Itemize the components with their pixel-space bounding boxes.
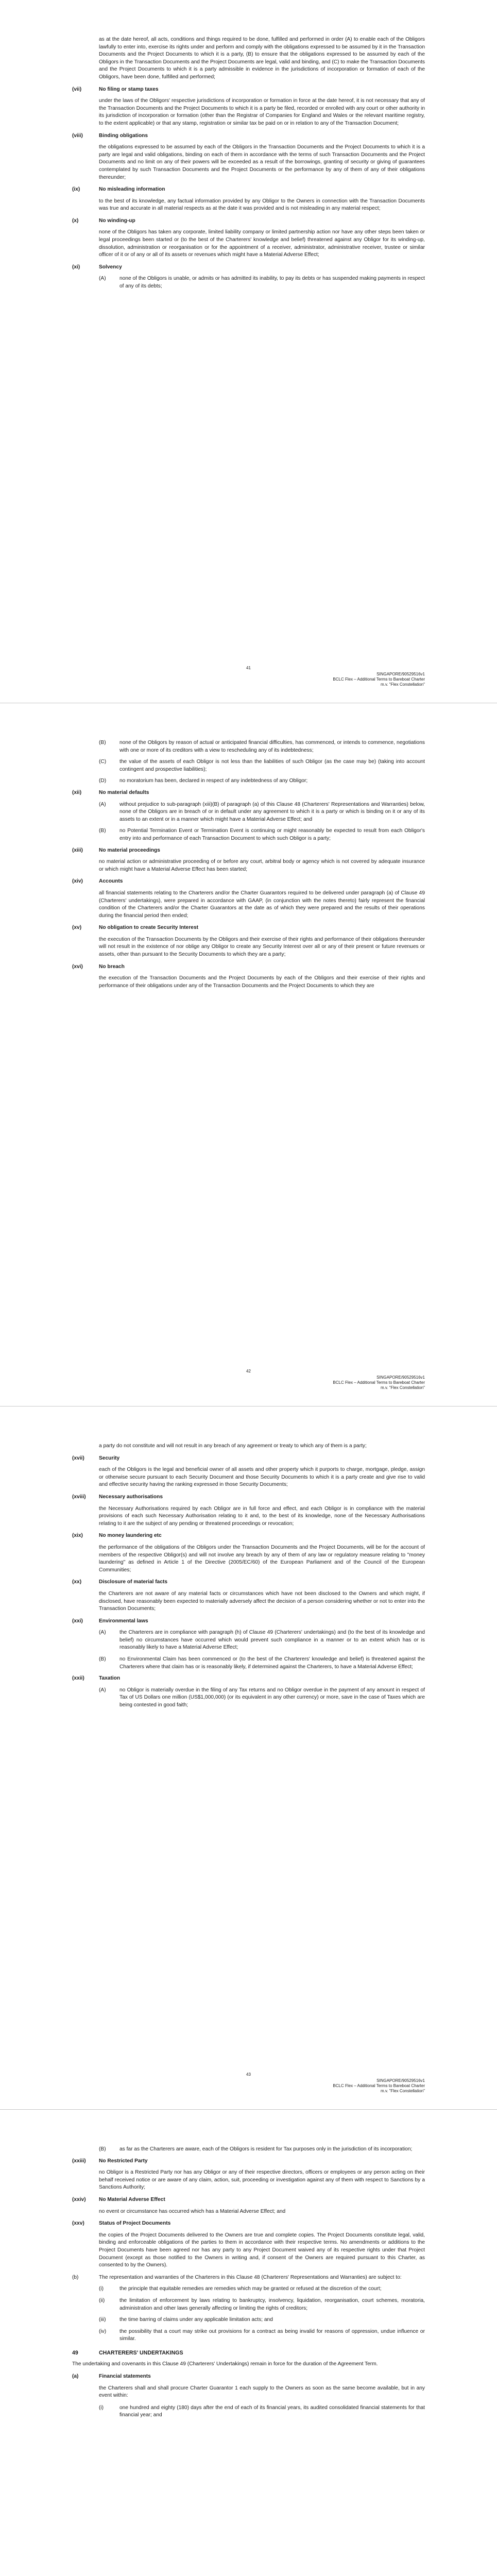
sub-clause: (A) no Obligor is materially overdue in the filing of any Tax returns and no Obligor overdue in the payment of any amount in respect of Tax of US Dollars one million (US$1,000,000) (or its equivalent in any other currency) or more, save in the case of Taxes which are being contested in good faith;: [99, 1687, 425, 1708]
sub-clause: (A) none of the Obligors is unable, or admits or has admitted its inability, to pay its debts or has suspended making payments in respect of any of its debts;: [99, 276, 425, 290]
paragraph: The undertaking and covenants in this Clause 49 (Charterers' Undertakings) remain in force for the duration of the Agreement Term.: [72, 2361, 378, 2367]
paragraph: no material action or administrative proceeding of or before any court, arbitral body or agency which is not covered by adequate insurance or which might have a Material Adverse Effect has been started;: [99, 859, 425, 872]
sub-clause: (B) none of the Obligors by reason of actual or anticipated financial difficulties, has commenced, or intends to commence, negotiations with one or more of its creditors with a view to rescheduling any of its indebtedness;: [99, 740, 425, 753]
clause-heading: (xiii) No material proceedings: [72, 847, 160, 853]
clause-heading: (x) No winding-up: [72, 217, 135, 224]
clause-heading: (xix) No money laundering etc: [72, 1533, 162, 1539]
clause-paragraph: (b) The representation and warranties of the Charterers in this Clause 48 (Charterers' Representations and Warranties) are subject to:: [72, 2274, 402, 2280]
document-page: [0, 1406, 497, 2110]
paragraph: none of the Obligors has taken any corporate, limited liability company or limited partnership action nor have any other steps been taken or legal proceedings been started or (to the best of the Charterers' knowledge and belief) threatened against any Obligor for its winding-up, dissolution, administration or reorganisation or for the appointment of a receiver, administrator, administrative receiver, trustee or similar officer of it or of any or all of its assets or revenues which might have a Material Adverse Effect;: [99, 229, 425, 258]
sub-clause: (A) the Charterers are in compliance with paragraph (h) of Clause 49 (Charterers' undertakings) and (to the best of its knowledge and belief) no circumstances have occurred which would prevent such compliance in a manner or to an extent which has or is reasonably likely to have a Material Adverse Effect;: [99, 1630, 425, 1651]
clause-heading: (xxiv) No Material Adverse Effect: [72, 2196, 165, 2202]
clause-heading: (xviii) Necessary authorisations: [72, 1494, 163, 1500]
sub-clause: (iii) the time barring of claims under any applicable limitation acts; and: [99, 2317, 273, 2323]
paragraph: no Obligor is a Restricted Party nor has any Obligor or any of their respective directors, officers or employees or any person acting on their behalf received notice or are aware of any claim, action, suit, proceeding or investigation against any of them with respect to Sanctions by a Sanctions Authority;: [99, 2170, 425, 2191]
clause-heading: (xv) No obligation to create Security Interest: [72, 925, 199, 931]
page-footer: [72, 1369, 425, 1391]
paragraph: the Charterers are not aware of any material facts or circumstances which have not been disclosed to the Owners and which might, if disclosed, have reasonably been expected to materially adversely affect the decision of a person considering whether or not to enter into the Transaction Documents;: [99, 1590, 425, 1612]
paragraph: the obligations expressed to be assumed by each of the Obligors in the Transaction Documents and the Project Documents to which it is a party are legal and valid obligations, binding on each of them in accordance with the terms of such Transaction Documents and the Project Documents and no limit on any of their powers will be exceeded as a result of the borrowings, granting of security or giving of guarantees contemplated by such Transaction Documents and the Project Documents or the performance by any of them of any of their obligations thereunder;: [99, 144, 425, 180]
paragraph: the performance of the obligations of the Obligors under the Transaction Documents and the Project Documents, will be for the account of members of the respective Obligor(s) and will not involve any breach by any of them of any law or regulatory measure relating to "money laundering" as defined in Article 1 of the Directive (2005/EC/60) of the European Parliament and of the Council of the European Communities;: [99, 1544, 425, 1573]
sub-clause: (D) no moratorium has been, declared in respect of any indebtedness of any Obligor;: [99, 778, 308, 784]
paragraph: under the laws of the Obligors' respective jurisdictions of incorporation or formation in force at the date hereof, it is not necessary that any of the Transaction Documents and the Project Documents to which it is a party be filed, recorded or enrolled with any court or other authority in its jurisdiction of incorporation or formation (other than the Registrar of Companies for England and Wales or the relevant maritime registry, to the extent applicable) or that any stamp, registration or similar tax be paid on or in relation to any of the Transaction Document;: [99, 98, 425, 126]
document-reference: SINGAPORE/90529516v1 BCLC Flex – Additional Terms to Bareboat Charter m.v. "Flex Constellation": [333, 2078, 425, 2093]
page-number: 42: [246, 1369, 251, 1374]
document-reference: SINGAPORE/90529516v1 BCLC Flex – Additional Terms to Bareboat Charter m.v. "Flex Constellation": [333, 1375, 425, 1390]
clause-heading: (xxii) Taxation: [72, 1675, 121, 1682]
sub-clause: (A) without prejudice to sub-paragraph (xiii)(B) of paragraph (a) of this Clause 48 (Charterers' Representations and Warranties) below, none of the Obligors are in breach of or in default under any agreement to which it is a party or which is binding on it or any of its assets to an extent or in a manner which might have a Material Adverse Effect; and: [99, 801, 425, 822]
clause-heading: (xx) Disclosure of material facts: [72, 1579, 168, 1585]
paragraph: as at the date hereof, all acts, conditions and things required to be done, fulfilled and performed in order (A) to enable each of the Obligors lawfully to enter into, exercise its rights under and perform and comply with the obligations expressed to be assumed by it in the Transaction Documents and the Project Documents to which it is a party, (B) to ensure that the obligations expressed to be assumed by each of the Obligors in the Transaction Documents and the Project Documents are legal, valid and binding, and (C) to make the Transaction Documents and the Project Documents to which it is a party admissible in evidence in the jurisdictions of incorporation or formation of each of the Obligors, have been done, fulfilled and performed;: [99, 37, 425, 80]
sub-clause: (i) the principle that equitable remedies are remedies which may be granted or refused at the discretion of the court;: [99, 2286, 382, 2292]
sub-clause: (ii) the limitation of enforcement by laws relating to bankruptcy, insolvency, liquidation, reorganisation, court schemes, moratoria, administration and other laws generally affecting or limiting the rights of creditors;: [99, 2297, 425, 2311]
paragraph: no event or circumstance has occurred which has a Material Adverse Effect; and: [99, 2208, 286, 2214]
chapter-heading: 49 CHARTERERS' UNDERTAKINGS: [72, 2349, 183, 2356]
page-footer: [72, 666, 425, 687]
document-reference: SINGAPORE/90529516v1 BCLC Flex – Additional Terms to Bareboat Charter m.v. "Flex Constellation": [333, 672, 425, 687]
paragraph: the Charterers shall and shall procure Charter Guarantor 1 each supply to the Owners as soon as the same become available, but in any event within:: [99, 2385, 425, 2399]
document-page: [0, 0, 497, 703]
clause-heading: (xvii) Security: [72, 1455, 120, 1461]
clause-heading: (viii) Binding obligations: [72, 132, 148, 139]
paragraph: the Necessary Authorisations required by each Obligor are in full force and effect, and each Obligor is in compliance with the material provisions of each such Necessary Authorisation relating to it and, to the best of its knowledge, none of the Necessary Authorisations relating to it are the subject of any pending or threatened proceedings or revocation;: [99, 1505, 425, 1527]
clause-heading: (ix) No misleading information: [72, 187, 165, 193]
sub-clause: (i) one hundred and eighty (180) days after the end of each of its financial years, its audited consolidated financial statements for that financial year; and: [99, 2404, 425, 2418]
sub-clause: (B) no Potential Termination Event or Termination Event is continuing or might reasonably be expected to result from each Obligor's entry into and performance of each Transaction Document to which such Obligor is a party;: [99, 828, 425, 841]
sub-clause: (B) no Environmental Claim has been commenced or (to the best of the Charterers' knowledge and belief) is threatened against the Charterers where that claim has or is reasonably likely, if determined against the Charterers, to have a Material Adverse Effect;: [99, 1656, 425, 1670]
clause-heading: (a) Financial statements: [72, 2374, 151, 2380]
page-number: 43: [246, 2072, 251, 2077]
paragraph: to the best of its knowledge, any factual information provided by any Obligor to the Owners in connection with the Transaction Documents was true and accurate in all material respects as at the date it was provided and is not misleading in any material respect;: [99, 198, 425, 212]
clause-heading: (xxv) Status of Project Documents: [72, 2221, 171, 2227]
paragraph: a party do not constitute and will not result in any breach of any agreement or treaty to which any of them is a party;: [99, 1443, 367, 1449]
sub-clause: (C) the value of the assets of each Obligor is not less than the liabilities of such Obligor (as the case may be) (taking into account contingent and prospective liabilities);: [99, 759, 425, 772]
paragraph: each of the Obligors is the legal and beneficial owner of all assets and other property which it purports to charge, mortgage, pledge, assign or otherwise secure pursuant to each Security Document and those Security Documents to which it is a party create and give rise to valid and effective security having the ranking expressed in those Security Documents;: [99, 1467, 425, 1488]
clause-heading: (xvi) No breach: [72, 963, 125, 970]
clause-heading: (xxi) Environmental laws: [72, 1618, 148, 1624]
sub-clause: (B) as far as the Charterers are aware, each of the Obligors is resident for Tax purposes only in the jurisdiction of its incorporation;: [99, 2146, 413, 2152]
document-page: [0, 703, 497, 1406]
sub-clause: (iv) the possibility that a court may strike out provisions for a contract as being invalid for reasons of oppression, undue influence or similar.: [99, 2328, 425, 2342]
document-page: [0, 2110, 497, 2576]
page-footer: [72, 2072, 425, 2094]
paragraph: the execution of the Transaction Documents and the Project Documents by each of the Obligors and their exercise of their rights and performance of their obligations under any of the Transaction Documents and the Project Documents to which they are: [99, 975, 425, 989]
paragraph: the execution of the Transaction Documents by the Obligors and their exercise of their rights and performance of their obligations thereunder will not result in the existence of nor oblige any Obligor to create any Security Interest over all or any of their present or future revenues or assets, other than pursuant to the Security Documents to which they are a party;: [99, 936, 425, 958]
clause-heading: (xii) No material defaults: [72, 789, 149, 795]
clause-heading: (xi) Solvency: [72, 264, 122, 270]
paragraph: all financial statements relating to the Charterers and/or the Charter Guarantors required to be delivered under paragraph (a) of Clause 49 (Charterers' undertakings), were prepared in accordance with GAAP, (in conjunction with the notes thereto) fairly represent the financial condition of the Charterers and/or the Charter Guarantors at the date as of which they were prepared and the results of their operations during the financial period then ended;: [99, 890, 425, 919]
clause-heading: (xiv) Accounts: [72, 878, 123, 885]
paragraph: the copies of the Project Documents delivered to the Owners are true and complete copies. The Project Documents constitute legal, valid, binding and enforceable obligations of the parties to them in accordance with their respective terms. No amendments or additions to the Project Documents have been agreed nor has any party to any Project Document waived any of its respective rights under that Project Document (except as those notified to the Owners in writing and, if consent of the Owners are required pursuant to this Charter, as consented to by the Owners).: [99, 2232, 425, 2268]
clause-heading: (vii) No filing or stamp taxes: [72, 86, 159, 92]
clause-heading: (xxiii) No Restricted Party: [72, 2158, 148, 2164]
page-number: 41: [246, 666, 251, 670]
